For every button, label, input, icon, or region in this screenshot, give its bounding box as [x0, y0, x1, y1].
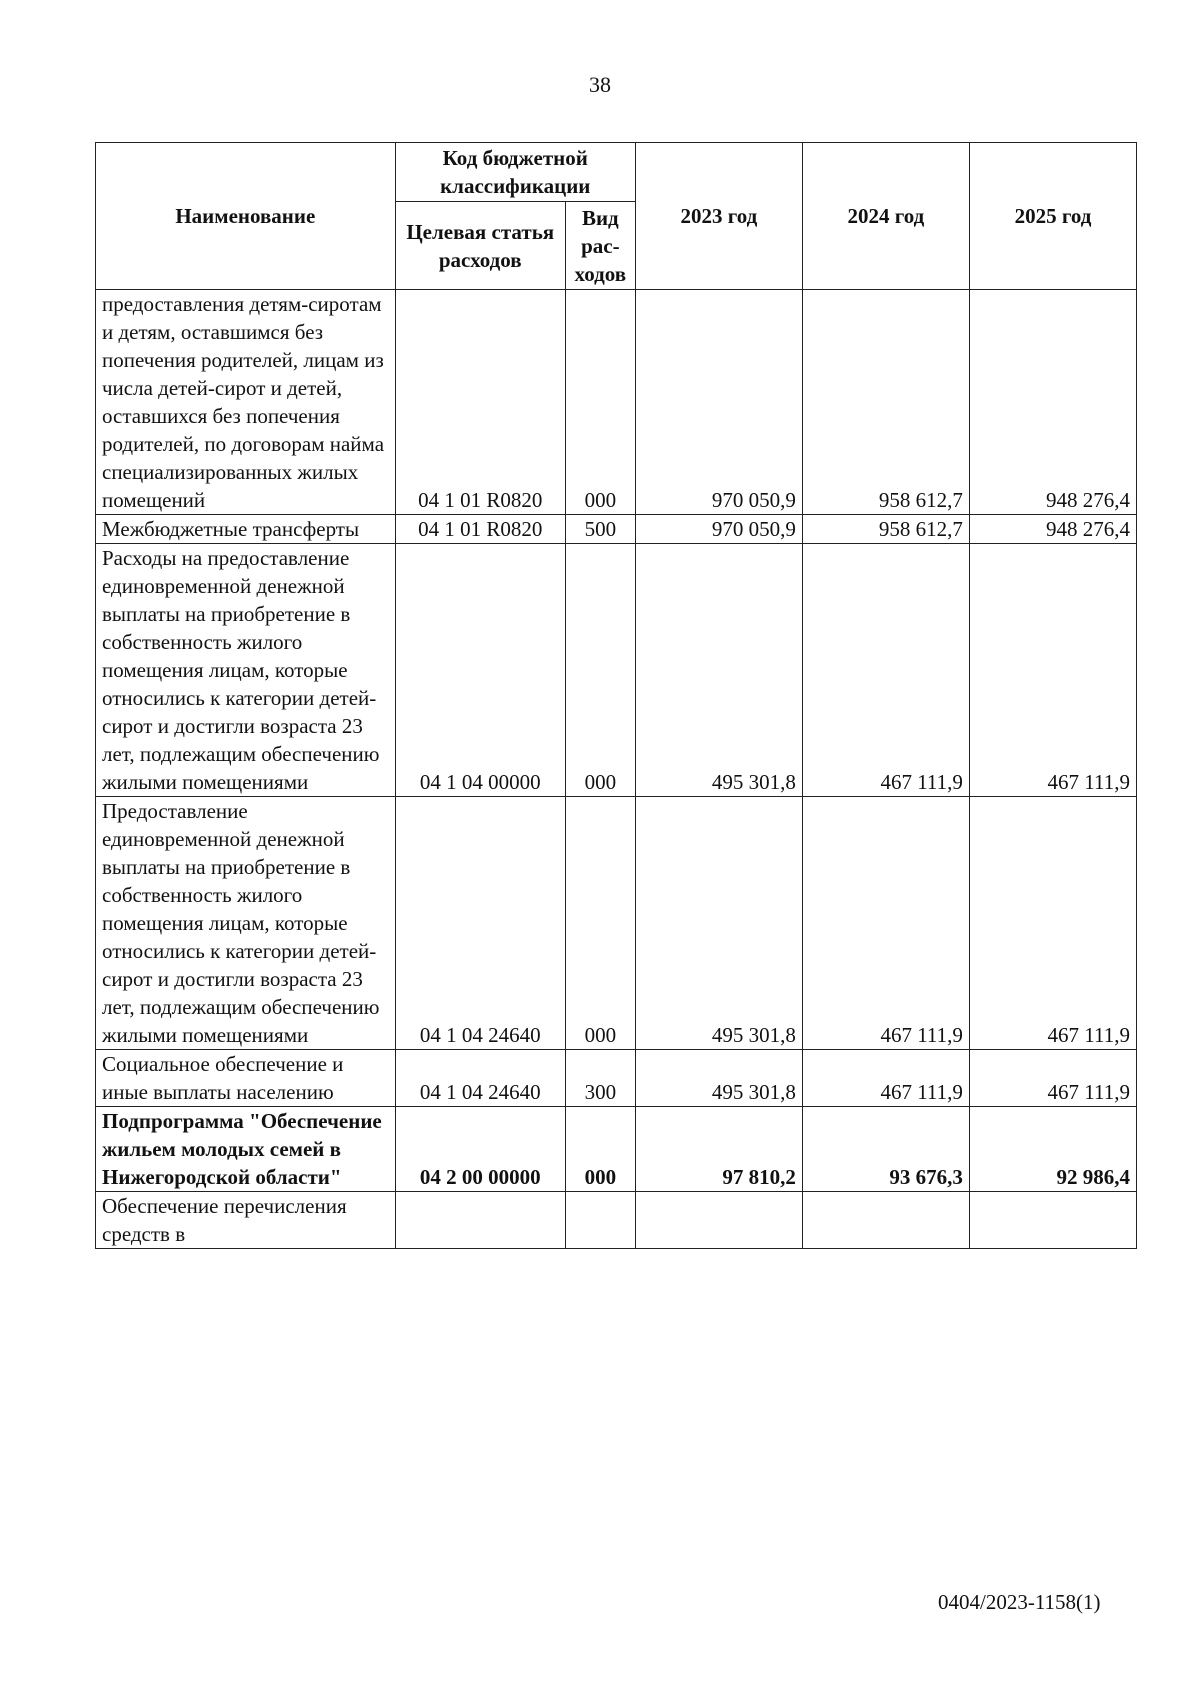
row-value-2023: 495 301,8 — [635, 1050, 802, 1107]
row-name: Подпрограмма "Обеспечение жильем молодых семей в Нижегородской области" — [96, 1107, 396, 1192]
row-expense-kind: 000 — [565, 290, 635, 515]
header-name: Наименование — [96, 143, 396, 290]
page-number: 38 — [589, 72, 611, 97]
row-value-2024: 467 111,9 — [802, 544, 969, 797]
header-2023: 2023 год — [635, 143, 802, 290]
row-target-article: 04 1 01 R0820 — [395, 290, 565, 515]
row-name: Предоставление единовременной денежной выплаты на приобретение в собственность жилого помещения лицам, которые относились к категории детей-сирот и достигли возраста 23 лет, подлежащим обеспечению жилыми помещениями — [96, 797, 396, 1050]
row-value-2024 — [802, 1192, 969, 1249]
row-target-article: 04 2 00 00000 — [395, 1107, 565, 1192]
row-name: Межбюджетные трансферты — [96, 515, 396, 544]
row-value-2024: 958 612,7 — [802, 515, 969, 544]
header-classification-group: Код бюджетной классификации — [395, 143, 635, 202]
row-expense-kind: 000 — [565, 1107, 635, 1192]
table-row — [96, 290, 1137, 515]
row-target-article: 04 1 04 24640 — [395, 1050, 565, 1107]
header-2025: 2025 год — [969, 143, 1136, 290]
row-value-2024: 467 111,9 — [802, 1050, 969, 1107]
row-expense-kind: 300 — [565, 1050, 635, 1107]
row-value-2023: 495 301,8 — [635, 544, 802, 797]
row-target-article: 04 1 01 R0820 — [395, 515, 565, 544]
row-value-2023: 97 810,2 — [635, 1107, 802, 1192]
row-value-2024: 958 612,7 — [802, 290, 969, 515]
row-name: Расходы на предоставление единовременной денежной выплаты на приобретение в собственность жилого помещения лицам, которые относились к категории детей-сирот и достигли возраста 23 лет, подлежащим обеспечению жилыми помещениями — [96, 544, 396, 797]
row-expense-kind — [565, 1192, 635, 1249]
row-value-2025: 948 276,4 — [969, 290, 1136, 515]
row-target-article: 04 1 04 24640 — [395, 797, 565, 1050]
row-value-2025: 467 111,9 — [969, 797, 1136, 1050]
row-value-2023 — [635, 1192, 802, 1249]
row-value-2024: 467 111,9 — [802, 797, 969, 1050]
table-row — [96, 1107, 1137, 1192]
table-row — [96, 797, 1137, 1050]
row-value-2025 — [969, 1192, 1136, 1249]
row-name: предоставления детям-сиротам и детям, оставшимся без попечения родителей, лицам из числа детей-сирот и детей, оставшихся без попечения родителей, по договорам найма специализированных жилых помещений — [96, 290, 396, 515]
header-2024: 2024 год — [802, 143, 969, 290]
table-body — [96, 290, 1137, 1249]
header-expense-kind: Вид рас-ходов — [565, 202, 635, 290]
row-value-2025: 467 111,9 — [969, 1050, 1136, 1107]
table-row — [96, 1050, 1137, 1107]
row-expense-kind: 500 — [565, 515, 635, 544]
document-code: 0404/2023-1158(1) — [938, 1590, 1101, 1614]
row-name: Социальное обеспечение и иные выплаты населению — [96, 1050, 396, 1107]
header-target-article: Целевая статья расходов — [395, 202, 565, 290]
table-row — [96, 1192, 1137, 1249]
row-name: Обеспечение перечисления средств в — [96, 1192, 396, 1249]
row-target-article — [395, 1192, 565, 1249]
table-row — [96, 515, 1137, 544]
row-target-article: 04 1 04 00000 — [395, 544, 565, 797]
table-header — [96, 143, 1137, 290]
row-value-2025: 467 111,9 — [969, 544, 1136, 797]
row-value-2023: 970 050,9 — [635, 515, 802, 544]
row-value-2024: 93 676,3 — [802, 1107, 969, 1192]
row-expense-kind: 000 — [565, 544, 635, 797]
row-value-2025: 92 986,4 — [969, 1107, 1136, 1192]
row-expense-kind: 000 — [565, 797, 635, 1050]
row-value-2023: 495 301,8 — [635, 797, 802, 1050]
budget-table — [95, 142, 1137, 1249]
row-value-2025: 948 276,4 — [969, 515, 1136, 544]
table-row — [96, 544, 1137, 797]
row-value-2023: 970 050,9 — [635, 290, 802, 515]
